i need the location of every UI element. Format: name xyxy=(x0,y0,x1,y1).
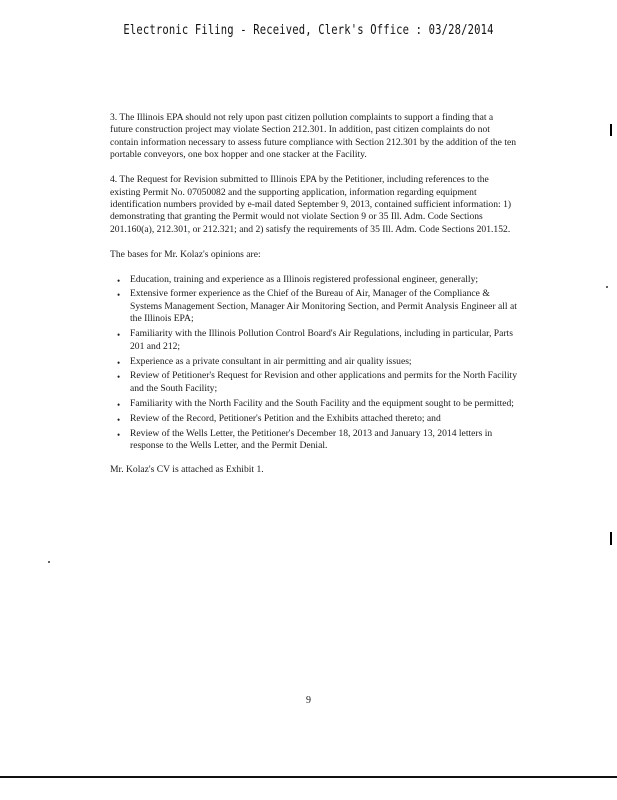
margin-mark xyxy=(610,532,612,545)
list-item xyxy=(110,356,517,368)
bullet-icon: • xyxy=(117,414,121,425)
bullet-icon: • xyxy=(117,429,121,440)
bullet-icon: • xyxy=(117,290,121,301)
bullet-icon: • xyxy=(117,330,121,341)
scan-edge-line xyxy=(0,776,617,778)
list-item-text: Experience as a private consultant in air permitting and air quality issues; xyxy=(130,355,412,367)
electronic-filing-stamp: Electronic Filing - Received, Clerk's Office : 03/28/2014 xyxy=(123,22,494,38)
list-item xyxy=(110,274,517,286)
list-item xyxy=(110,413,517,425)
bullet-icon: • xyxy=(117,399,121,410)
list-item-text: Review of Petitioner's Request for Revision and other applications and permits for the North Facility and the South Facility; xyxy=(130,370,517,394)
bases-intro: The bases for Mr. Kolaz's opinions are: xyxy=(110,248,261,260)
list-item xyxy=(110,288,517,325)
bullet-icon: • xyxy=(117,357,121,368)
list-item xyxy=(110,428,517,453)
list-item xyxy=(110,370,517,395)
paragraph-3: 3. The Illinois EPA should not rely upon past citizen pollution complaints to support a finding that a future construction project may violate Section 212.301. In addition, past citizen complaints do not contain information necessary to assess future compliance with Section 212.301 by the addition of the ten portable conveyors, one box hopper and one stacker at the Facility. xyxy=(110,112,517,161)
bullet-icon: • xyxy=(117,372,121,383)
page-number: 9 xyxy=(306,695,311,706)
scan-speck xyxy=(606,286,608,288)
list-item-text: Familiarity with the Illinois Pollution Control Board's Air Regulations, including in particular, Parts 201 and 212; xyxy=(130,328,513,352)
list-item-text: Education, training and experience as a Illinois registered professional engineer, generally; xyxy=(130,273,479,285)
cv-attachment-note: Mr. Kolaz's CV is attached as Exhibit 1. xyxy=(110,464,264,476)
paragraph-4: 4. The Request for Revision submitted to Illinois EPA by the Petitioner, including references to the existing Permit No. 07050082 and the supporting application, information regarding equipment identification numbers provided by e-mail dated September 9, 2013, contained sufficient information: 1) demonstrating that granting the Permit would not violate Section 9 or 35 Ill. Adm. Code Sections 201.160(a), 212.301, or 212.321; and 2) satisfy the requirements of 35 Ill. Adm. Code Sections 201.152. xyxy=(110,174,512,235)
list-item xyxy=(110,398,517,410)
list-item-text: Familiarity with the North Facility and the South Facility and the equipment sought to be permitted; xyxy=(130,397,514,409)
list-item-text: Review of the Record, Petitioner's Petition and the Exhibits attached thereto; and xyxy=(130,412,441,424)
bases-list xyxy=(110,274,517,453)
list-item-text: Review of the Wells Letter, the Petitioner's December 18, 2013 and January 13, 2014 letters in response to the Wells Letter, and the Permit Denial. xyxy=(130,427,493,451)
document-body xyxy=(110,112,517,489)
list-item-text: Extensive former experience as the Chief of the Bureau of Air, Manager of the Compliance & Systems Management Section, Manager Air Monitoring Section, and Permit Analysis Engineer all at the Illinois EPA; xyxy=(130,288,517,325)
bullet-icon: • xyxy=(117,275,121,286)
scan-speck xyxy=(48,561,50,563)
margin-mark xyxy=(610,124,612,136)
list-item xyxy=(110,328,517,353)
